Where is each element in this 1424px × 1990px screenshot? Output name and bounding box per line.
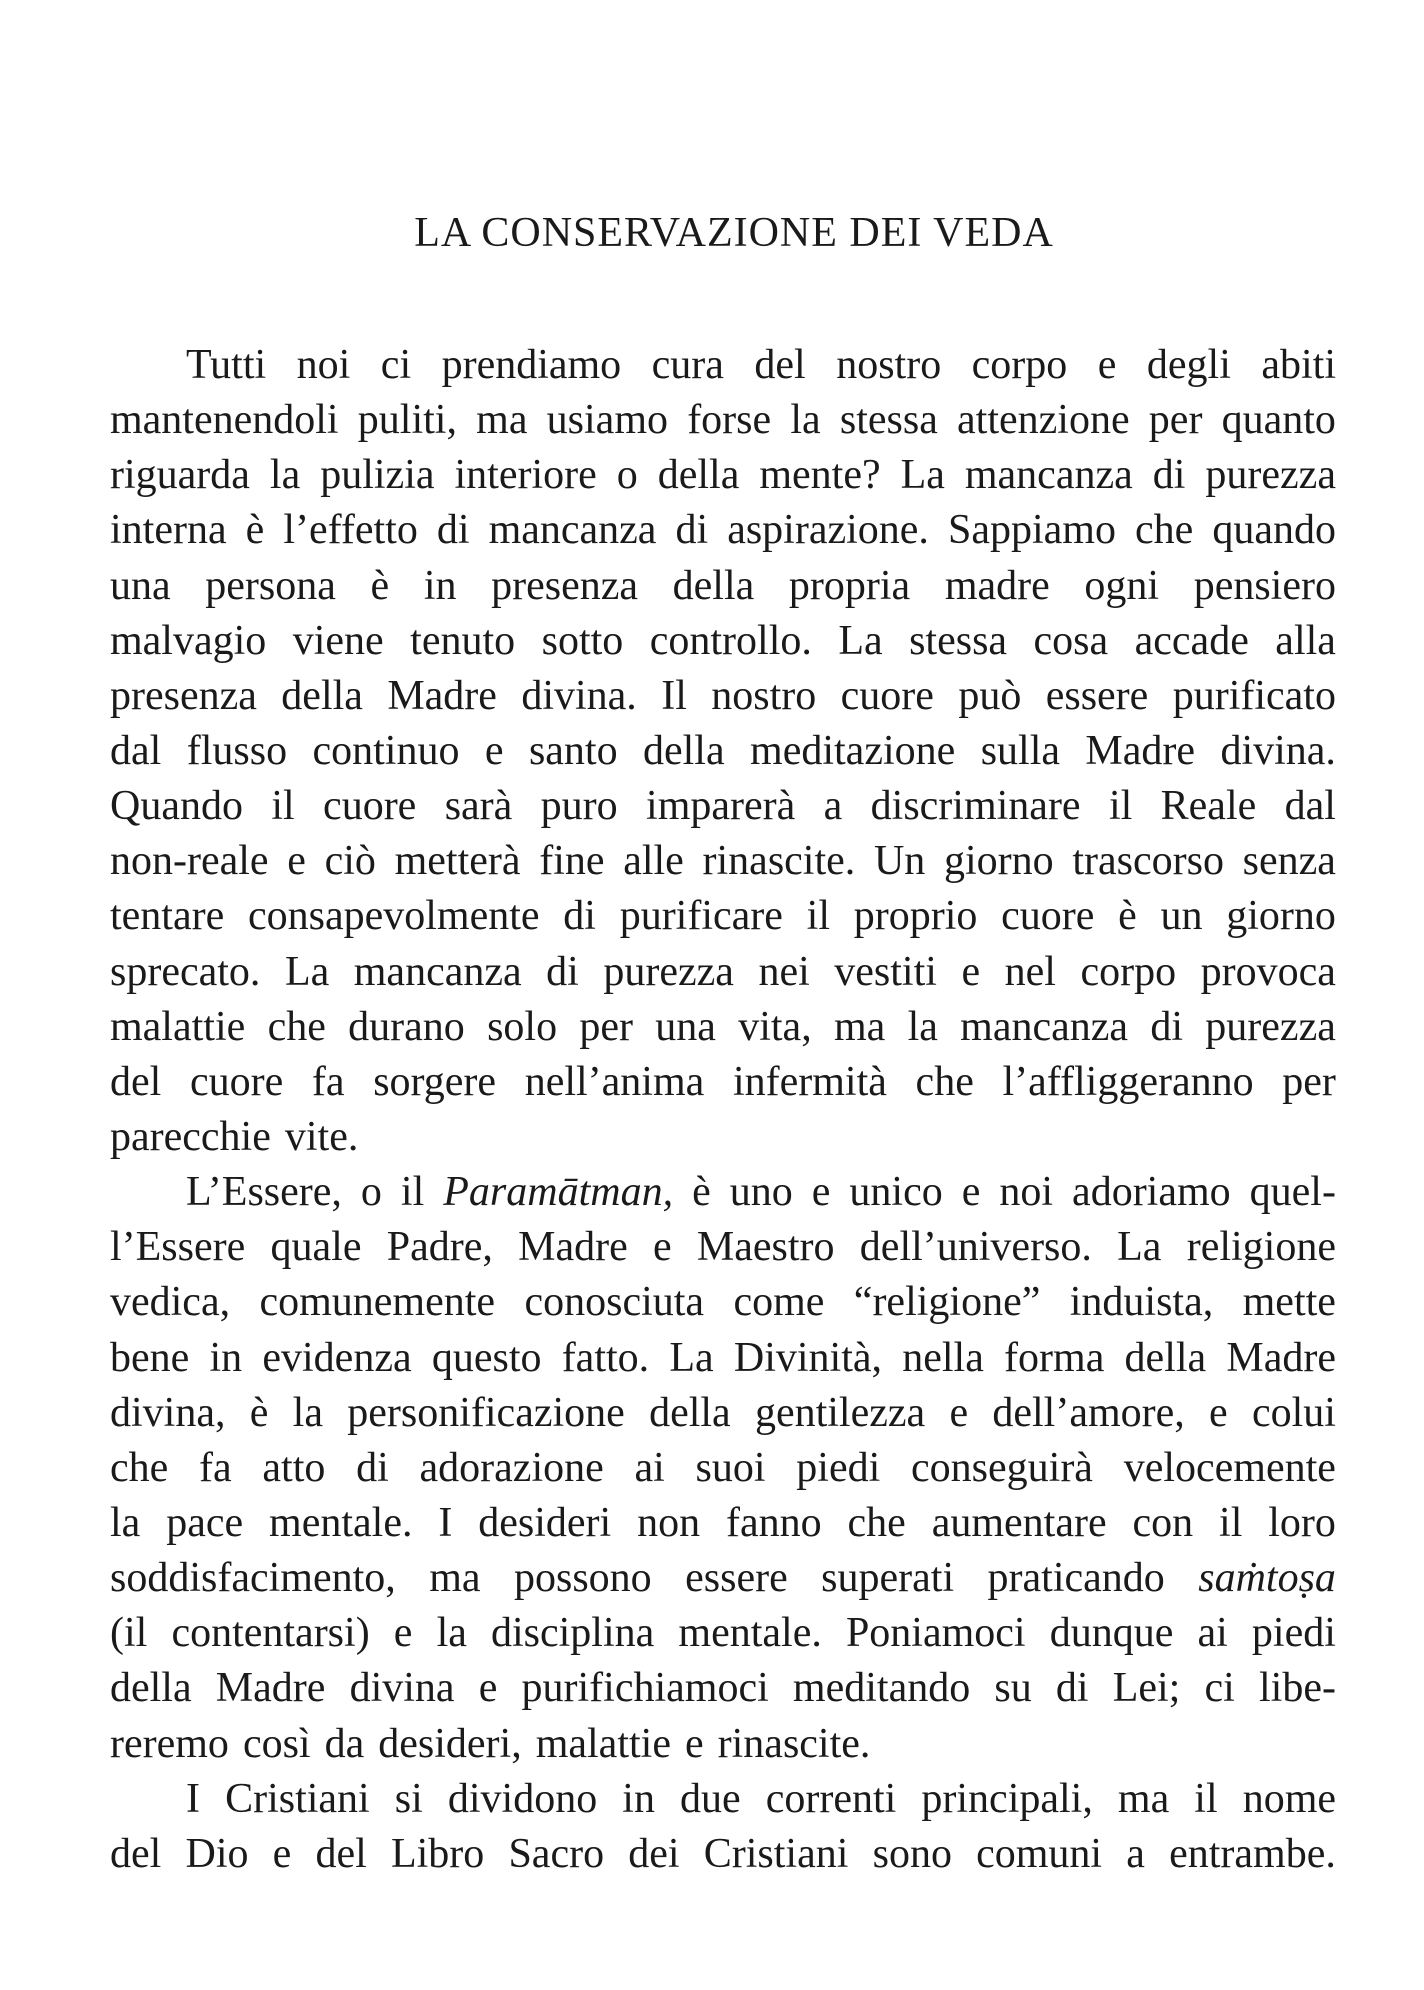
text-line: del Dio e del Libro Sacro dei Cristiani sono comuni a entrambe. [110, 1830, 1336, 1877]
text-line: I Cristiani si dividono in due correnti principali, ma il nome [186, 1775, 1336, 1822]
text-line: vedica, comunemente conosciuta come “religione” induista, mette [110, 1279, 1336, 1326]
text-line: mantenendoli puliti, ma usiamo forse la stessa attenzione per quanto [110, 397, 1336, 444]
text-line: divina, è la personificazione della gentilezza e dell’amore, e colui [110, 1389, 1336, 1436]
text-line: sprecato. La mancanza di purezza nei vestiti e nel corpo provoca [110, 948, 1336, 995]
text-line: reremo così da desideri, malattie e rinascite. [110, 1720, 871, 1767]
text-line: (il contentarsi) e la disciplina mentale. Poniamoci dunque ai piedi [110, 1610, 1336, 1657]
text-line: malvagio viene tenuto sotto controllo. La stessa cosa accade alla [110, 617, 1336, 664]
text-line: del cuore fa sorgere nell’anima infermità che l’affliggeranno per [110, 1058, 1336, 1105]
text-line: Tutti noi ci prendiamo cura del nostro corpo e degli abiti [186, 342, 1336, 388]
text-line: non-reale e ciò metterà fine alle rinascite. Un giorno trascorso senza [110, 838, 1336, 885]
text-line: parecchie vite. [110, 1113, 359, 1160]
text-line: malattie che durano solo per una vita, ma la mancanza di purezza [110, 1003, 1336, 1050]
text-line: interna è l’effetto di mancanza di aspirazione. Sappiamo che quando [110, 507, 1336, 554]
text-line: una persona è in presenza della propria madre ogni pensiero [110, 562, 1336, 609]
text-line: riguarda la pulizia interiore o della mente? La mancanza di purezza [110, 452, 1336, 499]
text-line: tentare consapevolmente di purificare il proprio cuore è un giorno [110, 893, 1336, 940]
text-line: che fa atto di adorazione ai suoi piedi conseguirà velocemente [110, 1444, 1336, 1491]
text-line: L’Essere, o il Paramātman, è uno e unico e noi adoriamo quel- [186, 1169, 1336, 1216]
text-line: l’Essere quale Padre, Madre e Maestro dell’universo. La religione [110, 1224, 1336, 1271]
text-line: bene in evidenza questo fatto. La Divinità, nella forma della Madre [110, 1334, 1336, 1381]
chapter-title: LA CONSERVAZIONE DEI VEDA [414, 210, 1054, 256]
body-text [110, 338, 1336, 1882]
text-line: soddisfacimento, ma possono essere superati praticando saṁtoṣa [110, 1555, 1336, 1602]
text-line: della Madre divina e purifichiamoci meditando su di Lei; ci libe- [110, 1665, 1336, 1712]
text-line: Quando il cuore sarà puro imparerà a discriminare il Reale dal [110, 783, 1336, 830]
text-line: dal flusso continuo e santo della meditazione sulla Madre divina. [110, 727, 1336, 774]
text-line: presenza della Madre divina. Il nostro cuore può essere purificato [110, 672, 1336, 719]
text-line: la pace mentale. I desideri non fanno che aumentare con il loro [110, 1499, 1336, 1546]
